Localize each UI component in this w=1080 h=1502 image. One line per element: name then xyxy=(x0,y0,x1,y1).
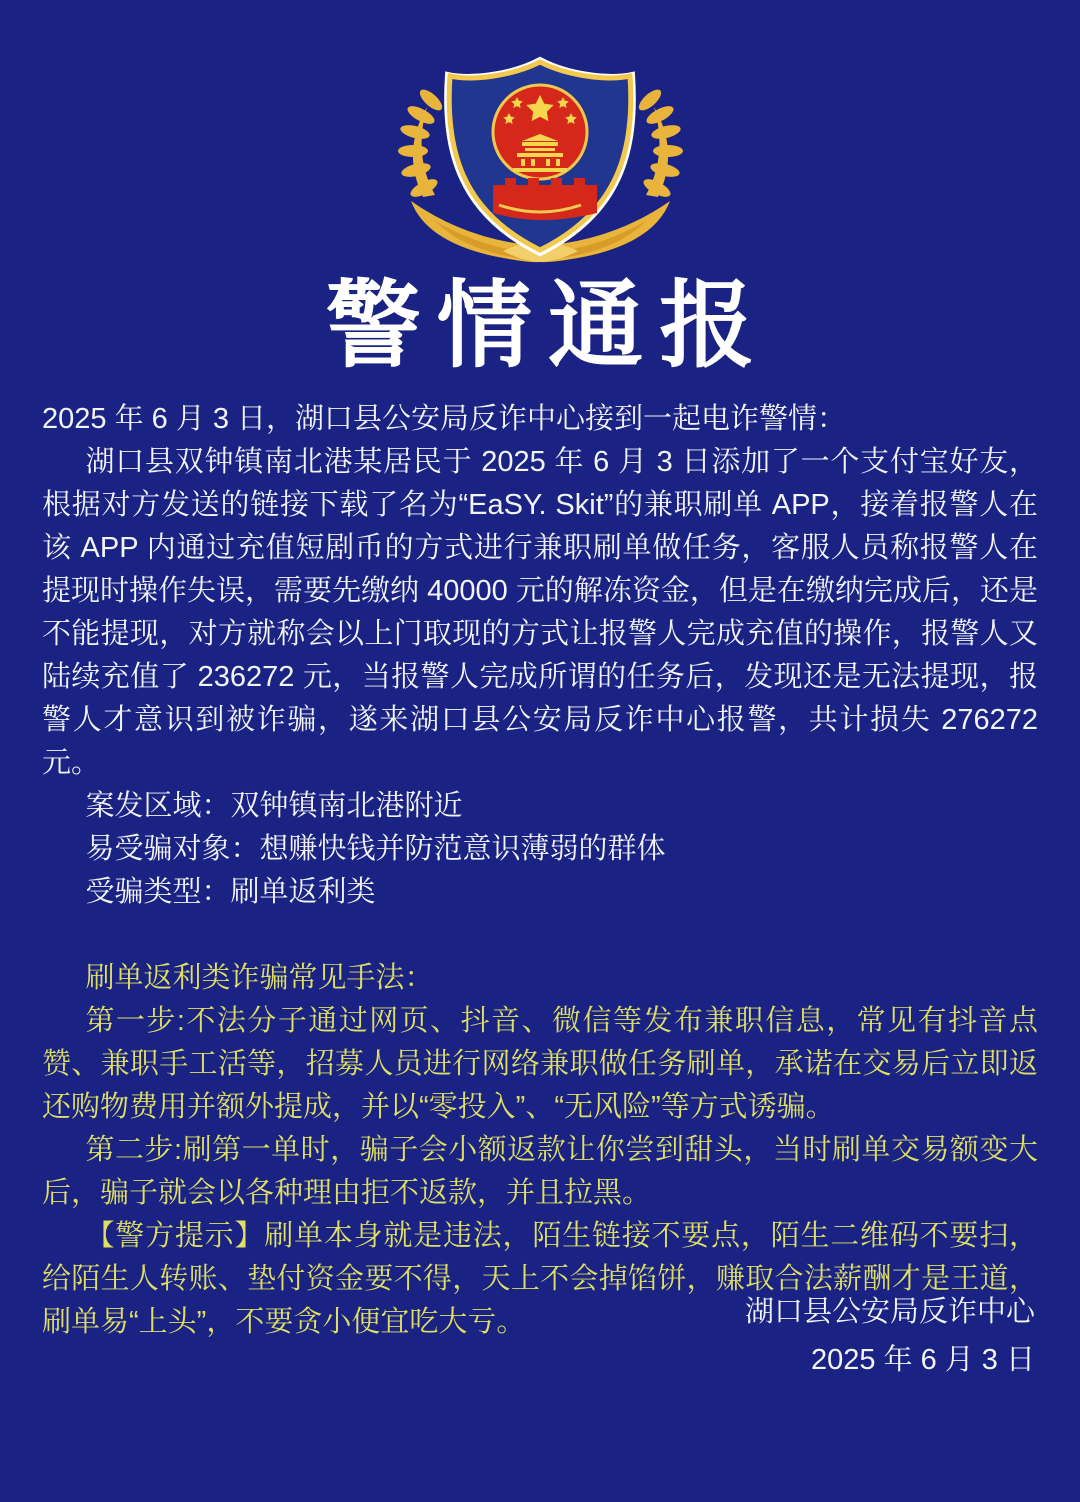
case-details-paragraph: 湖口县双钟镇南北港某居民于 2025 年 6 月 3 日添加了一个支付宝好友，根据对方发送的链接下载了名为“EaSY. Skit”的兼职刷单 APP，接着报警人在该 APP 内通过充值短剧币的方式进行兼职刷单做任务，客服人员称报警人在提现时操作失误，需要先缴纳 40000 元的解冻资金，但是在缴纳完成后，还是不能提现，对方就称会以上门取现的方式让报警人完成充值的操作，报警人又陆续充值了 236272 元，当报警人完成所谓的任务后，发现还是无法提现，报警人才意识到被诈骗，遂来湖口县公安局反诈中心报警，共计损失 276272 元。 xyxy=(42,446,1038,779)
badge-container xyxy=(0,0,1080,265)
issuer-line: 湖口县公安局反诈中心 xyxy=(744,1296,1035,1328)
case-area-line: 案发区域：双钟镇南北港附近 xyxy=(85,790,463,822)
police-badge-icon xyxy=(383,55,698,265)
notice-body xyxy=(0,398,1080,1344)
method-step2-paragraph: 第二步:刷第一单时，骗子会小额返款让你尝到甜头，当时刷单交易额变大后，骗子就会以各种理由拒不返款，并且拉黑。 xyxy=(42,1134,1038,1209)
date-line: 2025 年 6 月 3 日 xyxy=(810,1344,1035,1376)
method-step1-paragraph: 第一步:不法分子通过网页、抖音、微信等发布兼职信息，常见有抖音点赞、兼职手工活等，招募人员进行网络兼职做任务刷单，承诺在交易后立即返还购物费用并额外提成，并以“零投入”、“无风险”等方式诱骗。 xyxy=(42,1005,1038,1123)
fraud-type-line: 受骗类型：刷单返利类 xyxy=(85,876,376,908)
page-title: 警情通报 xyxy=(325,273,771,379)
intro-line: 2025 年 6 月 3 日，湖口县公安局反诈中心接到一起电诈警情： xyxy=(42,403,847,435)
methods-heading: 刷单返利类诈骗常见手法： xyxy=(85,962,434,994)
police-tip-paragraph: 【警方提示】刷单本身就是违法，陌生链接不要点，陌生二维码不要扫，给陌生人转账、垫付资金要不得，天上不会掉馅饼，赚取合法薪酬才是王道，刷单易“上头”，不要贪小便宜吃大亏。 xyxy=(42,1220,1038,1338)
vulnerable-group-line: 易受骗对象：想赚快钱并防范意识薄弱的群体 xyxy=(85,833,666,865)
signature-block xyxy=(745,1288,1035,1384)
